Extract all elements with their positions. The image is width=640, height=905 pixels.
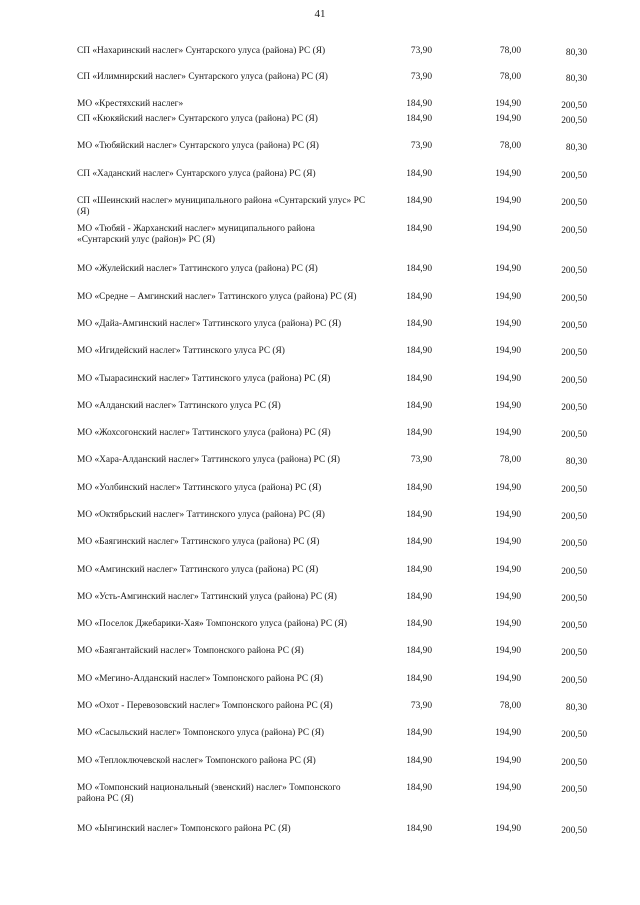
value-col-3: 200,50 (561, 730, 587, 740)
value-col-1: 184,90 (406, 99, 432, 109)
settlement-name: СП «Нахаринский наслег» Сунтарского улуса (района) РС (Я) (77, 46, 326, 56)
value-col-1: 184,90 (406, 619, 432, 629)
value-col-2: 194,90 (495, 510, 521, 520)
value-col-3: 200,50 (561, 676, 587, 686)
value-col-3: 200,50 (561, 539, 587, 549)
value-col-1: 184,90 (406, 169, 432, 179)
settlement-name: МО «Усть-Амгинский наслег» Таттинский улуса (района) РС (Я) (77, 592, 337, 602)
value-col-2: 194,90 (495, 401, 521, 411)
value-col-3: 200,50 (561, 785, 587, 795)
value-col-1: 184,90 (406, 592, 432, 602)
value-col-3: 80,30 (565, 74, 587, 84)
settlement-name: МО «Игидейский наслег» Таттинского улуса РС (Я) (77, 346, 285, 356)
value-col-1: 184,90 (406, 292, 432, 302)
settlement-name: МО «Амгинский наслег» Таттинского улуса (района) РС (Я) (77, 565, 319, 575)
settlement-name: МО «Баягантайский наслег» Томпонского района РС (Я) (77, 646, 304, 656)
value-col-3: 200,50 (561, 266, 587, 276)
settlement-name: МО «Томпонский национальный (эвенский) наслег» Томпонского района РС (Я) (77, 783, 341, 804)
value-col-2: 194,90 (495, 565, 521, 575)
value-col-3: 200,50 (561, 403, 587, 413)
settlement-name: МО «Жулейский наслег» Таттинского улуса (района) РС (Я) (77, 264, 318, 274)
value-col-2: 194,90 (495, 428, 521, 438)
settlement-name: МО «Теплоключевской наслег» Томпонского района РС (Я) (77, 756, 316, 766)
value-col-2: 194,90 (495, 99, 521, 109)
value-col-2: 78,00 (499, 141, 521, 151)
value-col-1: 184,90 (406, 646, 432, 656)
settlement-name: МО «Уолбинский наслег» Таттинского улуса (района) РС (Я) (77, 483, 322, 493)
value-col-2: 194,90 (495, 346, 521, 356)
value-col-2: 194,90 (495, 783, 521, 793)
value-col-3: 200,50 (561, 171, 587, 181)
value-col-1: 184,90 (406, 728, 432, 738)
value-col-2: 194,90 (495, 169, 521, 179)
settlement-name: МО «Сасыльский наслег» Томпонского улуса (района) РС (Я) (77, 728, 325, 738)
value-col-3: 200,50 (561, 594, 587, 604)
value-col-3: 80,30 (565, 703, 587, 713)
value-col-3: 200,50 (561, 648, 587, 658)
settlement-name: МО «Средне – Амгинский наслег» Таттинского улуса (района) РС (Я) (77, 292, 357, 302)
value-col-1: 73,90 (410, 72, 432, 82)
value-col-2: 78,00 (499, 455, 521, 465)
value-col-3: 200,50 (561, 567, 587, 577)
value-col-3: 200,50 (561, 512, 587, 522)
value-col-2: 194,90 (495, 114, 521, 124)
settlement-name: МО «Дайа-Амгинский наслег» Таттинского улуса (района) РС (Я) (77, 319, 342, 329)
value-col-2: 194,90 (495, 374, 521, 384)
value-col-2: 78,00 (499, 72, 521, 82)
value-col-2: 194,90 (495, 592, 521, 602)
value-col-2: 194,90 (495, 646, 521, 656)
value-col-1: 184,90 (406, 428, 432, 438)
value-col-3: 200,50 (561, 321, 587, 331)
settlement-name: МО «Хара-Алданский наслег» Таттинского улуса (района) РС (Я) (77, 455, 340, 465)
value-col-2: 194,90 (495, 537, 521, 547)
value-col-3: 200,50 (561, 376, 587, 386)
value-col-3: 200,50 (561, 826, 587, 836)
settlement-name: МО «Октябрьский наслег» Таттинского улуса (района) РС (Я) (77, 510, 325, 520)
value-col-3: 200,50 (561, 348, 587, 358)
settlement-name: СП «Илимнирский наслег» Сунтарского улуса (района) РС (Я) (77, 72, 328, 82)
value-col-1: 73,90 (410, 141, 432, 151)
value-col-1: 184,90 (406, 783, 432, 793)
settlement-name: МО «Крестяхский наслег» (77, 99, 184, 109)
settlement-name: МО «Алданский наслег» Таттинского улуса РС (Я) (77, 401, 281, 411)
value-col-2: 194,90 (495, 756, 521, 766)
value-col-2: 194,90 (495, 319, 521, 329)
value-col-1: 184,90 (406, 824, 432, 834)
value-col-1: 184,90 (406, 196, 432, 206)
value-col-1: 184,90 (406, 224, 432, 234)
value-col-3: 200,50 (561, 758, 587, 768)
value-col-2: 194,90 (495, 824, 521, 834)
value-col-3: 200,50 (561, 485, 587, 495)
value-col-2: 194,90 (495, 483, 521, 493)
settlement-name: МО «Поселок Джебарики-Хая» Томпонского улуса (района) РС (Я) (77, 619, 347, 629)
settlement-name: МО «Баягинский наслег» Таттинского улуса (района) РС (Я) (77, 537, 320, 547)
value-col-3: 200,50 (561, 101, 587, 111)
settlement-name: МО «Охот - Перевозовский наслег» Томпонского района РС (Я) (77, 701, 333, 711)
value-col-1: 73,90 (410, 455, 432, 465)
value-col-3: 200,50 (561, 226, 587, 236)
value-col-1: 184,90 (406, 510, 432, 520)
settlement-name: МО «Жохсогонский наслег» Таттинского улуса (района) РС (Я) (77, 428, 331, 438)
value-col-1: 184,90 (406, 537, 432, 547)
value-col-1: 184,90 (406, 346, 432, 356)
value-col-3: 200,50 (561, 430, 587, 440)
page-number: 41 (314, 8, 326, 20)
value-col-1: 73,90 (410, 46, 432, 56)
settlement-name: МО «Тыарасинский наслег» Таттинского улуса (района) РС (Я) (77, 374, 331, 384)
value-col-3: 80,30 (565, 48, 587, 58)
value-col-3: 200,50 (561, 198, 587, 208)
value-col-2: 78,00 (499, 46, 521, 56)
value-col-1: 184,90 (406, 319, 432, 329)
settlement-name: СП «Хаданский наслег» Сунтарского улуса (района) РС (Я) (77, 169, 316, 179)
value-col-1: 184,90 (406, 401, 432, 411)
value-col-3: 200,50 (561, 116, 587, 126)
value-col-1: 184,90 (406, 756, 432, 766)
value-col-2: 194,90 (495, 619, 521, 629)
settlement-name: МО «Ынгинский наслег» Томпонского района РС (Я) (77, 824, 291, 834)
value-col-1: 184,90 (406, 483, 432, 493)
value-col-3: 200,50 (561, 621, 587, 631)
value-col-1: 184,90 (406, 264, 432, 274)
value-col-1: 184,90 (406, 114, 432, 124)
value-col-1: 184,90 (406, 674, 432, 684)
settlement-name: МО «Тюбяй - Жарханский наслег» муниципального района «Сунтарский улус (район)» РС (Я) (77, 224, 315, 245)
value-col-2: 194,90 (495, 674, 521, 684)
value-col-2: 194,90 (495, 224, 521, 234)
value-col-1: 73,90 (410, 701, 432, 711)
value-col-3: 200,50 (561, 294, 587, 304)
value-col-2: 78,00 (499, 701, 521, 711)
value-col-2: 194,90 (495, 728, 521, 738)
value-col-2: 194,90 (495, 292, 521, 302)
value-col-3: 80,30 (565, 457, 587, 467)
settlement-name: СП «Кюкяйский наслег» Сунтарского улуса (района) РС (Я) (77, 114, 318, 124)
value-col-3: 80,30 (565, 143, 587, 153)
value-col-2: 194,90 (495, 264, 521, 274)
value-col-1: 184,90 (406, 565, 432, 575)
settlement-name: СП «Шеинский наслег» муниципального района «Сунтарский улус» РС (Я) (77, 196, 366, 217)
value-col-1: 184,90 (406, 374, 432, 384)
settlement-name: МО «Мегино-Алданский наслег» Томпонского района РС (Я) (77, 674, 323, 684)
settlement-name: МО «Тюбяйский наслег» Сунтарского улуса (района) РС (Я) (77, 141, 319, 151)
value-col-2: 194,90 (495, 196, 521, 206)
